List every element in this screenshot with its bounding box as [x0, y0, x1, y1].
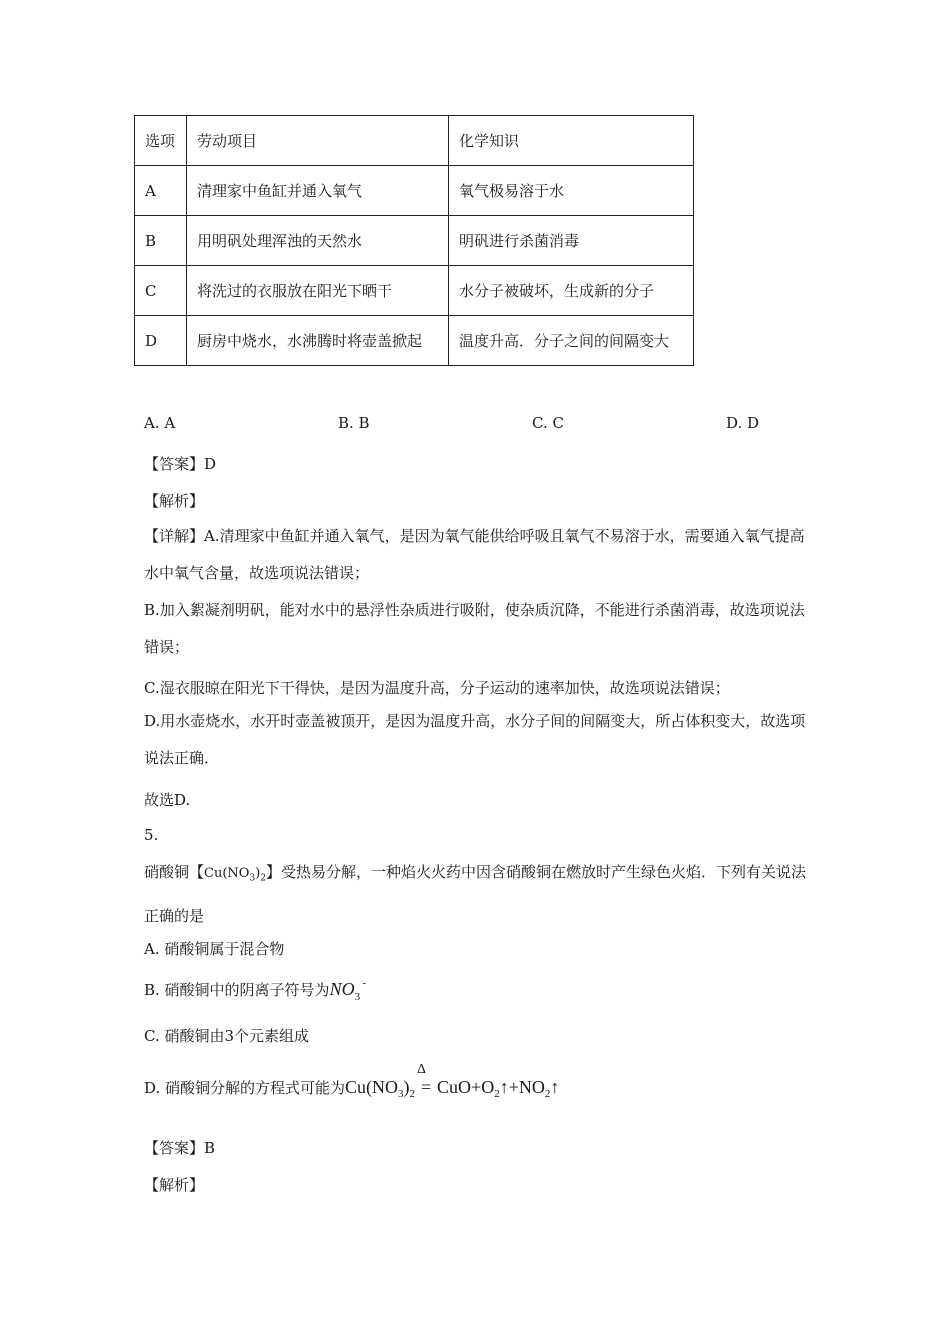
q4-option-c: C. C [532, 414, 564, 432]
q5-stem-text: 硝酸铜【 [144, 863, 205, 881]
q5-answer: 【答案】B [144, 1139, 216, 1157]
table-cell: 明矾进行杀菌消毒 [449, 216, 694, 266]
table-cell: 清理家中鱼缸并通入氧气 [187, 166, 449, 216]
q4-detail-a: 【详解】A.清理家中鱼缸并通入氧气，是因为氧气能供给呼吸且氧气不易溶于水，需要通入氧气提高水中氧气含量，故选项说法错误； [144, 527, 805, 582]
table-cell: 将洗过的衣服放在阳光下晒干 [187, 266, 449, 316]
q5-option-c: C. 硝酸铜由3个元素组成 [144, 1027, 310, 1045]
table-row [135, 216, 694, 266]
table-row [135, 316, 694, 366]
table-header-cell: 劳动项目 [187, 116, 449, 166]
table-cell: 用明矾处理浑浊的天然水 [187, 216, 449, 266]
question-table [134, 115, 694, 366]
q4-detail-d: D.用水壶烧水，水开时壶盖被顶开，是因为温度升高，水分子间的间隔变大，所占体积变大，故选项说法正确． [144, 712, 806, 767]
table-header-row [135, 116, 694, 166]
q4-option-b: B. B [338, 414, 370, 432]
q4-answer: 【答案】D [144, 455, 217, 473]
q5-stem [144, 854, 812, 935]
table-row [135, 166, 694, 216]
q5-number: 5. [144, 826, 159, 844]
heating-condition: Δ = [417, 1062, 432, 1097]
q4-analysis-label: 【解析】 [144, 492, 205, 510]
table-row [135, 266, 694, 316]
table-cell: D [135, 316, 187, 366]
decomposition-equation: $Cu(NO_3)_2$ Δ = $CuO+O_2↑+NO_2↑$ [345, 1062, 560, 1100]
table-cell: 水分子被破坏，生成新的分子 [449, 266, 694, 316]
table-header-cell: 选项 [135, 116, 187, 166]
q4-option-d: D. D [726, 414, 760, 432]
table-cell: 温度升高．分子之间的间隔变大 [449, 316, 694, 366]
q5-analysis-label: 【解析】 [144, 1176, 205, 1194]
table-header-cell: 化学知识 [449, 116, 694, 166]
q4-detail-b: B.加入絮凝剂明矾，能对水中的悬浮性杂质进行吸附，使杂质沉降，不能进行杀菌消毒，故选项说法错误； [144, 601, 805, 656]
table-cell: A [135, 166, 187, 216]
q5-option-b: B. 硝酸铜中的阴离子符号为$NO_3$ - [144, 977, 367, 1003]
q4-conclusion: 故选D. [144, 791, 191, 809]
table-cell: 氧气极易溶于水 [449, 166, 694, 216]
table-cell: 厨房中烧水，水沸腾时将壶盖掀起 [187, 316, 449, 366]
nitrate-ion-formula: $NO_3$ - [329, 977, 367, 1003]
q4-detail-c: C.湿衣服晾在阳光下干得快，是因为温度升高，分子运动的速率加快，故选项说法错误； [144, 679, 730, 697]
q4-option-a: A. A [144, 414, 176, 432]
table-cell: C [135, 266, 187, 316]
table-cell: B [135, 216, 187, 266]
q5-option-d: D. 硝酸铜分解的方程式可能为$Cu(NO_3)_2$ Δ = $CuO+O_2↑+NO_2↑$ [144, 1062, 560, 1100]
q5-stem-text: 】受热易分解，一种焰火火药中因含硝酸铜在燃放时产生绿色火焰．下列有关说法正确的是 [144, 863, 807, 925]
q5-option-a: A. 硝酸铜属于混合物 [144, 940, 285, 958]
q5-stem-formula: $Cu(NO_3)_2$ [204, 866, 266, 884]
